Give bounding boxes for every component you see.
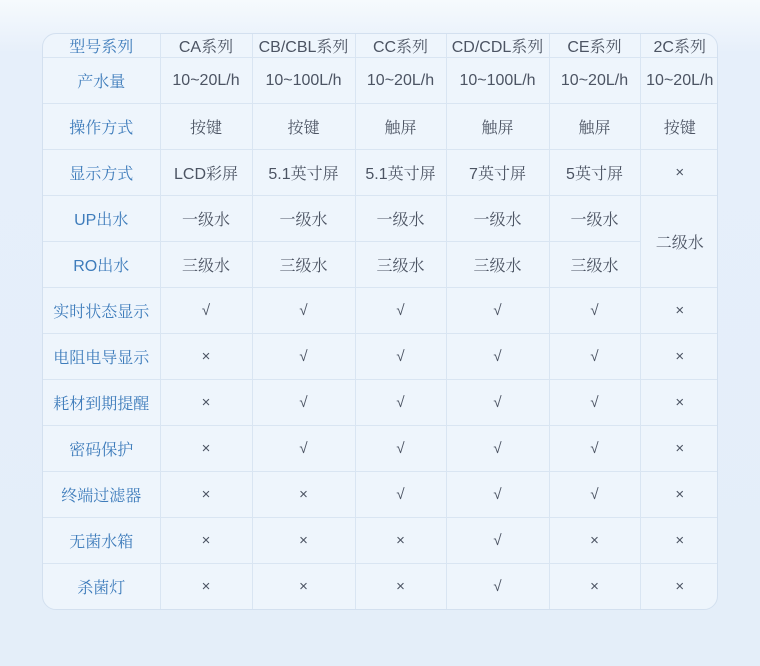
table-cell: √ xyxy=(355,334,446,380)
table-cell: × xyxy=(252,518,355,564)
table-cell: × xyxy=(640,426,718,472)
table-cell: 5.1英寸屏 xyxy=(252,150,355,196)
table-cell: √ xyxy=(446,288,549,334)
table-cell: √ xyxy=(252,380,355,426)
row-label: 密码保护 xyxy=(43,426,160,472)
table-cell: LCD彩屏 xyxy=(160,150,252,196)
row-label: 操作方式 xyxy=(43,104,160,150)
table-cell: √ xyxy=(549,334,640,380)
table-cell: 一级水 xyxy=(446,196,549,242)
row-label: 终端过滤器 xyxy=(43,472,160,518)
table-cell: × xyxy=(160,518,252,564)
table-cell: √ xyxy=(549,472,640,518)
table-cell: 触屏 xyxy=(355,104,446,150)
corner-header: 型号系列 xyxy=(43,34,160,58)
table-cell: × xyxy=(549,518,640,564)
table-cell: 三级水 xyxy=(252,242,355,288)
table-cell: × xyxy=(252,472,355,518)
table-cell: × xyxy=(160,426,252,472)
table-cell: 10~20L/h xyxy=(549,58,640,104)
table-cell: √ xyxy=(355,288,446,334)
table-body xyxy=(43,58,718,610)
table-cell: × xyxy=(160,472,252,518)
column-header: 2C系列 xyxy=(640,34,718,58)
row-label: RO出水 xyxy=(43,242,160,288)
table-cell: √ xyxy=(252,426,355,472)
row-label: 实时状态显示 xyxy=(43,288,160,334)
table-cell: 7英寸屏 xyxy=(446,150,549,196)
table-cell: √ xyxy=(446,426,549,472)
comparison-table xyxy=(42,33,718,610)
table-cell: √ xyxy=(549,288,640,334)
table-cell: 10~100L/h xyxy=(252,58,355,104)
table-row xyxy=(43,426,718,472)
table-cell: × xyxy=(640,472,718,518)
table-cell: √ xyxy=(446,564,549,609)
table-cell: × xyxy=(252,564,355,609)
table-row xyxy=(43,564,718,609)
table-cell: × xyxy=(549,564,640,609)
table-row xyxy=(43,380,718,426)
table-cell: × xyxy=(355,564,446,609)
table-row xyxy=(43,472,718,518)
table-cell: √ xyxy=(446,518,549,564)
table-row xyxy=(43,104,718,150)
table-cell: √ xyxy=(252,334,355,380)
table-cell: 5英寸屏 xyxy=(549,150,640,196)
table-row xyxy=(43,58,718,104)
column-header: CB/CBL系列 xyxy=(252,34,355,58)
table-cell: √ xyxy=(549,380,640,426)
table-row xyxy=(43,288,718,334)
table-cell: 触屏 xyxy=(446,104,549,150)
table-cell: √ xyxy=(355,380,446,426)
table-row xyxy=(43,150,718,196)
table-cell: × xyxy=(640,150,718,196)
table-cell: × xyxy=(160,334,252,380)
table-cell: 按键 xyxy=(160,104,252,150)
table-cell: 按键 xyxy=(640,104,718,150)
table-row xyxy=(43,334,718,380)
row-label: UP出水 xyxy=(43,196,160,242)
table-cell: × xyxy=(160,380,252,426)
table-cell: × xyxy=(640,334,718,380)
table-row xyxy=(43,196,718,242)
table-cell: 10~20L/h xyxy=(160,58,252,104)
row-label: 杀菌灯 xyxy=(43,564,160,609)
column-header: CA系列 xyxy=(160,34,252,58)
table-cell: 10~20L/h xyxy=(355,58,446,104)
column-header: CC系列 xyxy=(355,34,446,58)
table-cell: 二级水 xyxy=(640,196,718,288)
table-cell: 三级水 xyxy=(549,242,640,288)
table-cell: × xyxy=(640,518,718,564)
table-cell: √ xyxy=(160,288,252,334)
table-cell: √ xyxy=(446,472,549,518)
column-header: CD/CDL系列 xyxy=(446,34,549,58)
table-cell: √ xyxy=(549,426,640,472)
table-cell: 一级水 xyxy=(549,196,640,242)
table-cell: 一级水 xyxy=(160,196,252,242)
table-cell: √ xyxy=(446,380,549,426)
table-row xyxy=(43,242,718,288)
table-cell: × xyxy=(355,518,446,564)
row-label: 电阻电导显示 xyxy=(43,334,160,380)
row-label: 显示方式 xyxy=(43,150,160,196)
table-cell: 三级水 xyxy=(446,242,549,288)
table-cell: 三级水 xyxy=(355,242,446,288)
table-cell: × xyxy=(160,564,252,609)
table-cell: √ xyxy=(252,288,355,334)
table-cell: 触屏 xyxy=(549,104,640,150)
table-cell: × xyxy=(640,380,718,426)
table-cell: 一级水 xyxy=(252,196,355,242)
table-cell: √ xyxy=(446,334,549,380)
row-label: 耗材到期提醒 xyxy=(43,380,160,426)
table-cell: 10~20L/h xyxy=(640,58,718,104)
header-row xyxy=(43,34,718,58)
table-cell: 按键 xyxy=(252,104,355,150)
table-cell: 一级水 xyxy=(355,196,446,242)
table-cell: 5.1英寸屏 xyxy=(355,150,446,196)
table-row xyxy=(43,518,718,564)
table-cell: √ xyxy=(355,426,446,472)
row-label: 无菌水箱 xyxy=(43,518,160,564)
table-cell: √ xyxy=(355,472,446,518)
column-header: CE系列 xyxy=(549,34,640,58)
table-cell: 10~100L/h xyxy=(446,58,549,104)
table-cell: × xyxy=(640,564,718,609)
table-cell: 三级水 xyxy=(160,242,252,288)
row-label: 产水量 xyxy=(43,58,160,104)
table-cell: × xyxy=(640,288,718,334)
spec-table xyxy=(43,34,718,609)
